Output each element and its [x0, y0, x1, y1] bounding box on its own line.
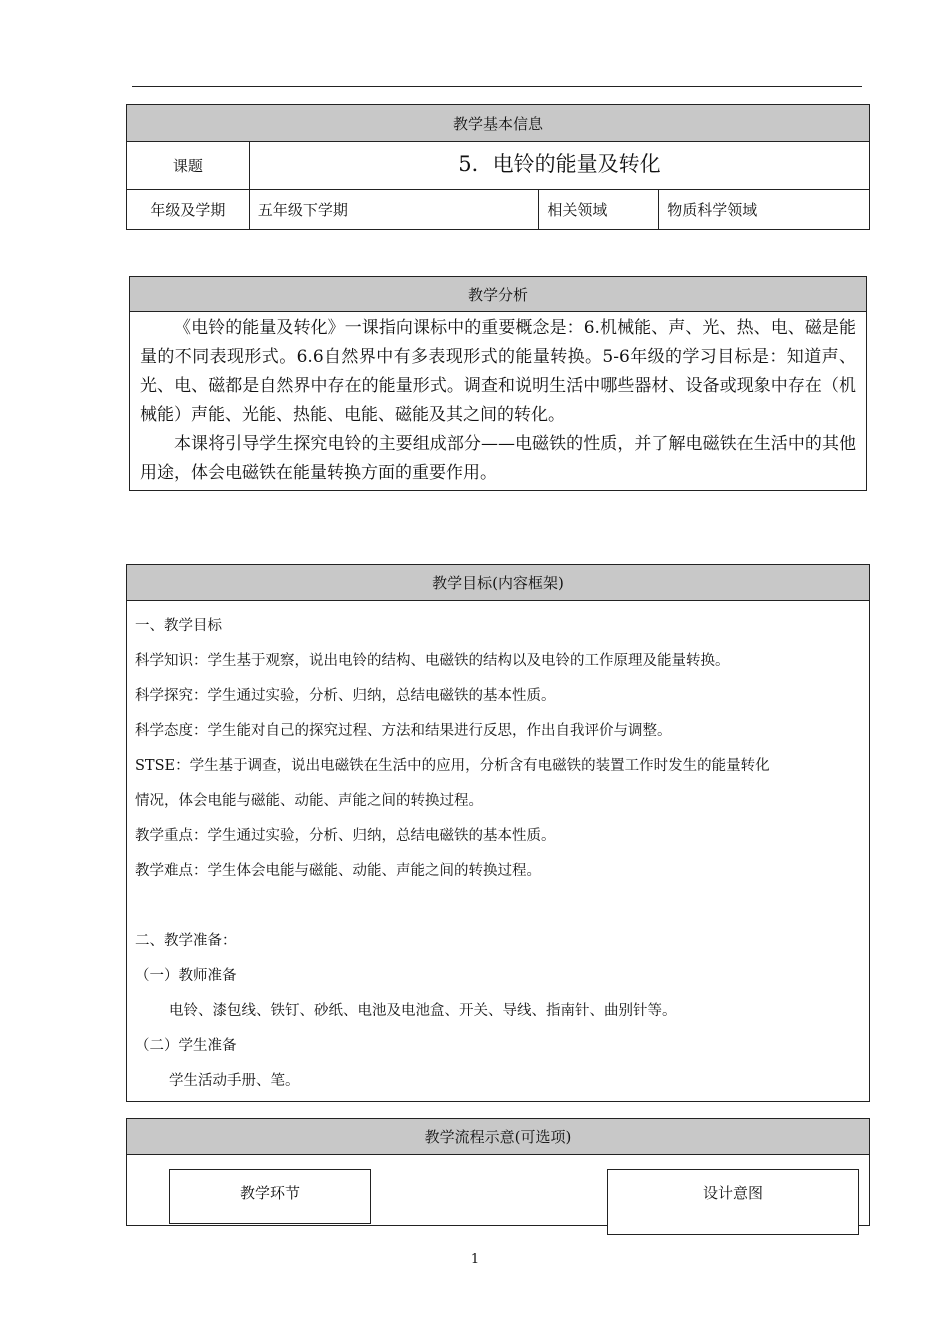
objectives-section-title: 一、教学目标 [135, 618, 222, 634]
objective-stse-cont: 情况，体会电能与磁能、动能、声能之间的转换过程。 [135, 793, 483, 809]
objectives-header: 教学目标(内容框架) [127, 565, 870, 601]
student-prep-title: （二）学生准备 [135, 1038, 237, 1054]
topic-label: 课题 [127, 142, 250, 190]
grade-label: 年级及学期 [127, 190, 250, 230]
page-number: 1 [470, 1252, 480, 1267]
analysis-table [129, 276, 867, 491]
objective-inquiry: 科学探究：学生通过实验，分析、归纳，总结电磁铁的基本性质。 [135, 688, 556, 704]
header-rule [132, 86, 862, 87]
topic-value: 5．电铃的能量及转化 [249, 142, 869, 190]
preparation-title: 二、教学准备： [135, 933, 237, 949]
teacher-prep-items: 电铃、漆包线、铁钉、砂纸、电池及电池盒、开关、导线、指南针、曲别针等。 [169, 1003, 677, 1019]
objective-knowledge: 科学知识：学生基于观察，说出电铃的结构、电磁铁的结构以及电铃的工作原理及能量转换。 [135, 653, 730, 669]
teaching-stage-box: 教学环节 [169, 1169, 371, 1224]
analysis-body [130, 312, 867, 491]
difficult-point: 教学难点：学生体会电能与磁能、动能、声能之间的转换过程。 [135, 863, 541, 879]
objectives-body [127, 601, 870, 1102]
analysis-paragraph: 《电铃的能量及转化》一课指向课标中的重要概念是：6.机械能、声、光、热、电、磁是能量的不同表现形式。6.6自然界中有多表现形式的能量转换。5-6年级的学习目标是：知道声、光、电、磁都是自然界中存在的能量形式。调查和说明生活中哪些器材、设备或现象中存在（机械能）声能、光能、热能、电能、磁能及其之间的转化。 [140, 318, 856, 425]
flow-header: 教学流程示意(可选项) [127, 1119, 870, 1155]
objective-attitude: 科学态度：学生能对自己的探究过程、方法和结果进行反思，作出自我评价与调整。 [135, 723, 672, 739]
teacher-prep-title: （一）教师准备 [135, 968, 237, 984]
grade-value: 五年级下学期 [249, 190, 539, 230]
flow-body [127, 1155, 870, 1226]
analysis-header: 教学分析 [130, 277, 867, 312]
student-prep-items: 学生活动手册、笔。 [169, 1073, 300, 1089]
field-value: 物质科学领域 [659, 190, 870, 230]
spacer [135, 889, 861, 924]
flow-table [126, 1118, 870, 1226]
design-intent-box: 设计意图 [607, 1169, 859, 1235]
key-point: 教学重点：学生通过实验，分析、归纳，总结电磁铁的基本性质。 [135, 828, 556, 844]
basic-info-header: 教学基本信息 [127, 105, 870, 142]
analysis-paragraph: 本课将引导学生探究电铃的主要组成部分——电磁铁的性质，并了解电磁铁在生活中的其他用途，体会电磁铁在能量转换方面的重要作用。 [140, 434, 856, 483]
objective-stse: STSE：学生基于调查，说出电磁铁在生活中的应用，分析含有电磁铁的装置工作时发生的能量转化 [135, 758, 770, 774]
field-label: 相关领域 [539, 190, 659, 230]
basic-info-table [126, 104, 870, 230]
objectives-table [126, 564, 870, 1102]
